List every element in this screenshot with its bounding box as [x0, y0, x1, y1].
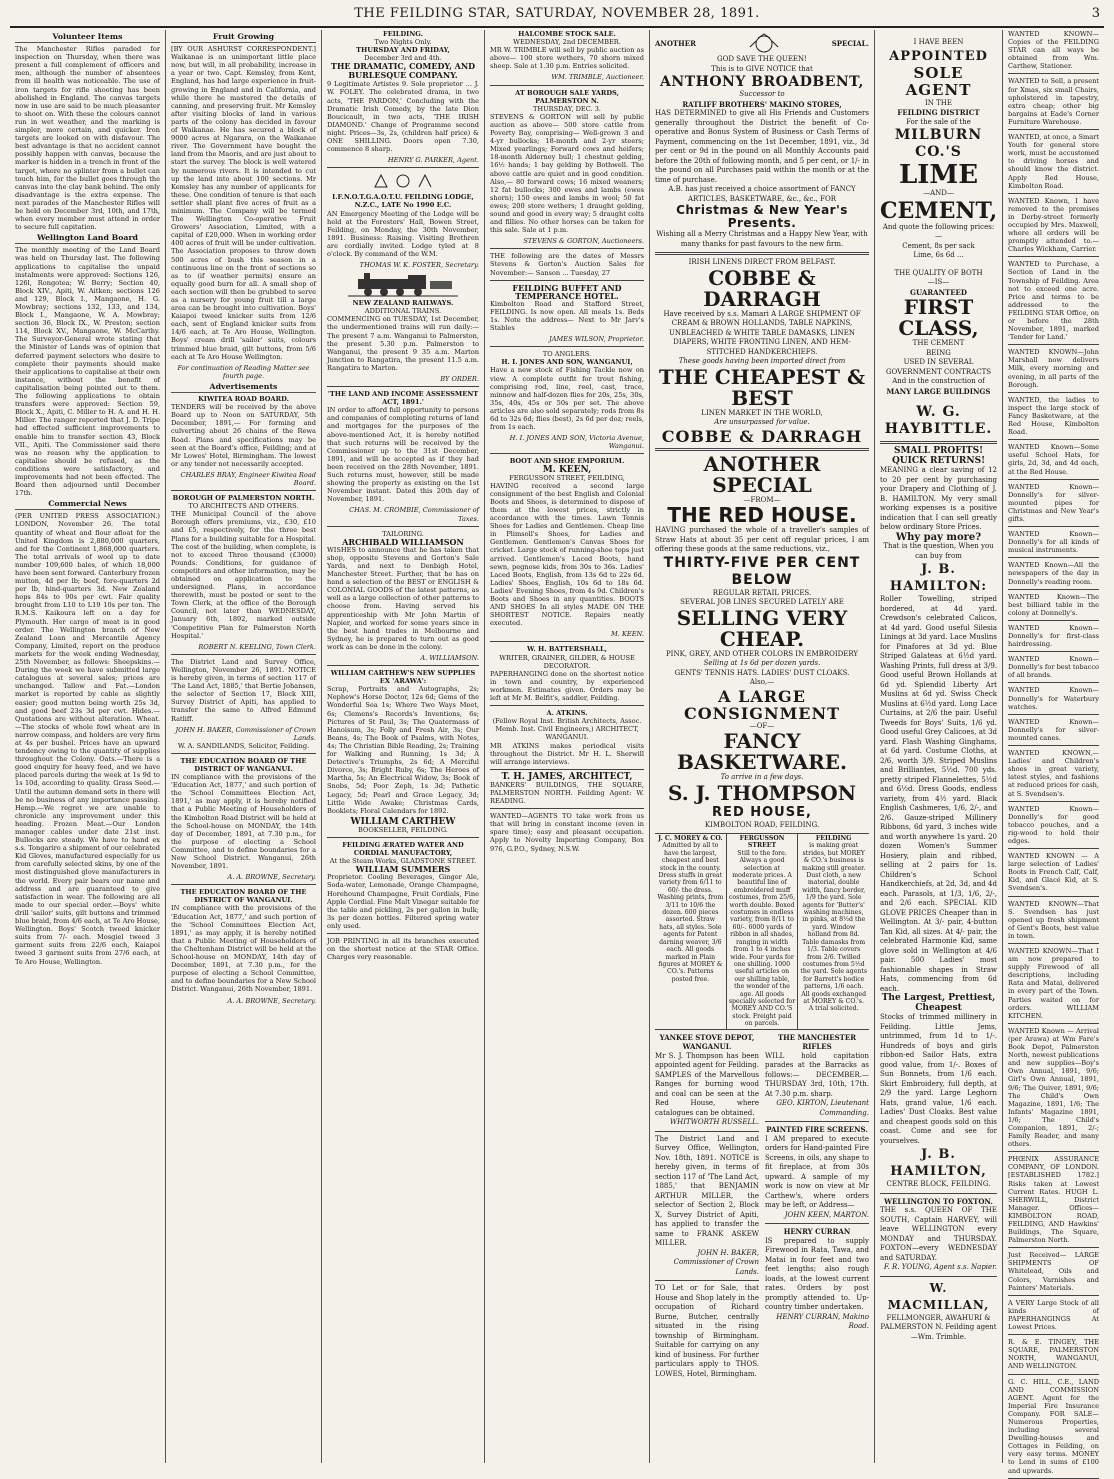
macmillan-name: W. MACMILLAN,: [887, 1280, 990, 1312]
buffet-sig: JAMES WILSON, Proprietor.: [549, 335, 644, 344]
fruit-body: [BY OUR ASHURST CORRESPONDENT.] Waikanae is an unimportant little place now, but will, in all probability, increase in a year or two. Capt. Kemsley, from Kent, England, has had large experience in fruit-growing in England and in California, and while there he mastered the details of canning, and preserving fruit. Mr Kemsley after visiting blocks of land in various parts of the colony has decided in favour of Waikanae. He has secured a block of 9000 acres at Ngarara, on the Waikanae river. The Government have bought the land from the Maoris, and are just about to start the survey. The block is well watered by numerous rivers. It is intended to cut up the land into about 100 sections. Mr Kemsley has any number of applicants for these. One condition of tenure is that each settler shall plant five acres of fruit as a minimum. The Company will be termed The Wellington Co-operative Fruit Growers' Association, Limited, with a capital of £20,000. When in working order 400 acres of fruit will be under cultivation. The Association proposes to throw down 500 acres of bush this season in a continuous line on the front of sections so as to (if weather permits) ensure an equally good burn for all. A small shop of each section will then be grubbed to serve as a nursery for young fruit till a large area can be brought into cultivation. Boys' Kaiapoi tweed knicker suits from 12/6 each, sent of England knicker suits from 14/6 each, at Te Aro House, Wellington. Boys' cream drill 'sailor' suits, colours trimmed blue braid, gilt buttons, from 5/6 each at Te Aro House Wellington.: [171, 45, 316, 361]
carthew-title: WILLIAM CARTHEW'S NEW SUPPLIES EX 'ARAWA':: [330, 669, 476, 686]
of-line: —OF—: [749, 721, 775, 730]
appointed-line-23: MANY LARGE BUILDINGS: [886, 386, 991, 396]
classified-item: WANTED Known—Donnelly's for silver-mounted pipes for Christmas and New Year's gifts.: [1008, 482, 1099, 523]
masonic-emblem-icon: [373, 171, 433, 191]
column-5: [650, 30, 875, 1463]
education1-title: THE EDUCATION BOARD OF THE DISTRICT OF WANGANUI.: [180, 756, 307, 773]
survey2-body: The District Land and Survey Office, Wellington, Nov. 18th, 1891. NOTICE is hereby given, in terms of section 117 of 'The Land Act, 1885,' that BENJAMIN ARTHUR MILLER, the selector of Section 2, Block X, Survey District of Apiti, has applied to transfer the same to FRANK ASKEW MILLER.: [655, 1134, 759, 1248]
tax-sig: CHAS. M. CROMBIE, Commissioner of Taxes.: [349, 506, 479, 523]
kiwitea-body: TENDERS will be received by the above Board up to Noon on SATURDAY, 5th December, 1891,— For forming and culverting about 26 chains of the Rewa Road. Plans and specifications may be seen at the Board's office, Feilding; and at Mr Lowes' Hotel, Birmingham. The lowest or any tender not necessarily accepted.: [171, 403, 316, 468]
red-house: THE RED HOUSE.: [667, 503, 857, 527]
lodge-body: AN Emergency Meeting of the Lodge will be held at the Foresters' Hall, Bowen Street, Feilding, on Monday, the 30th November, 1891. Business: Raising. Visiting Brethren are cordially invited. Lodge tyled at 8 o'clock. By command of the W.M.: [327, 209, 479, 258]
battershall-body: PAPERHANGING done on the shortest notice in town and country, by experienced workmen. Estimates given. Orders may be left at Mr M. Belfit's, saddler, Feilding.: [490, 669, 644, 703]
appointed-line-3: SOLE AGENT: [905, 63, 972, 99]
education1-sig: A. A. BROWNE, Secretary.: [227, 873, 316, 882]
sandilands: W. A. SANDILANDS, Solicitor, Feilding.: [177, 741, 310, 750]
regular-prices: REGULAR RETAIL PRICES.: [712, 588, 812, 597]
large-consignment: A LARGE CONSIGNMENT: [683, 686, 841, 723]
stock1-body: MR W. TRIMBLE will sell by public auction as above— 100 store wethers, 70 shorn mixed sheep. Sale at 1.30 p.m. Entries solicited.: [490, 46, 644, 71]
carthew-body: Scrap, Portraits and Autographs, 2s; Nephew's Horse Doctor, 12s 6d; Gems of the Wonderful Sea 1s; Where Two Ways Meet, 6s; Clemens's Records's Inventions, 6s; Pictures of St Paul, 3s; The Quatermass of Hanoisum, 3s; Folly and Fresh Air, 3s; Our Beans, 4s; The Book of Psalms, with Notes, 4s; The Christian Bible Reading, 2s; Training for Walking and Running, 1s 3d; A Detective's Triumphs, 2s 6d; A Merciful Divorce, 3s; Bright Ruby, 6s; The Heroes of Martha, 5s; An Electrical Widow, 3s; Book of Snobs, 5d; Poor Zeph, 1s 3d; Pathetic Legacy, 5d; Pearl and Grace Legacy, 3d; Little Wide Awake; Christmas Cards, Booklets; Floral Calendars for 1892.: [327, 685, 479, 815]
god-save: GOD SAVE THE QUEEN!: [717, 55, 807, 63]
boots-title: BOOT AND SHOE EMPORIUM.: [509, 457, 625, 466]
morey-table: [655, 833, 869, 1030]
classified-item: A VERY Large Stock of all kinds of PAPERHANGINGS At Lowest Prices.: [1008, 1298, 1099, 1332]
broadbent-body2: A.B. has just received a choice assortment of FANCY ARTICLES, BASKETWARE, &c., &c., FOR: [668, 185, 856, 203]
morey-col-3: FEILDING is making great strides, but MOREY & CO.'s business is making still greater. Dust cloth, a new material, double width, fancy border, 1/9 the yard. Sole agents for 'Butter's' washing machines, in pinks, at 8½d the yard. Window holland from 8d. Table damasks from 1/3. Table covers from 2/6. Twilled costumes from 5½d the yard. Sole agents for Barrett's bodice patterns, 1/6 each. All goods exchanged at MOREY & CO.'s. A trial solicited.: [800, 835, 868, 1013]
broadbent-name: ANTHONY BROADBENT,: [660, 74, 864, 90]
appointed-line-2: APPOINTED: [889, 48, 988, 64]
appointed-line-6: For the sale of the: [906, 117, 971, 126]
let-body: TO Let or for Sale, that House and Shop lately in the occupation of Richard Burne, Butcher, centrally situated in the rising township of Birmingham. Suitable for carrying on any kind of business. For further particulars apply to THOS. LOWES, Hotel, Birmingham.: [655, 1284, 759, 1378]
stock1-title: HALCOMBE STOCK SALE.: [518, 30, 616, 38]
tailoring-body: WISHES to announce that he has taken that shop, opposite Stevens and Gorton's Sale Yards, and next to Denbigh Hotel, Manchester Street. Further, that he has on hand a selection of the BEST or ENGLISH & COLONIAL GOODS of the latest patterns, as well as a large collection of other patterns to choose from. Having served his apprenticeship with Mr John Martin of Napier, and worked for some years since in the best hand trades in Melbourne and Sydney, he is prepared to turn out as good work as can be done in the colony.: [327, 545, 479, 651]
job-lines: SEVERAL JOB LINES SECURED LATELY ARE: [680, 598, 844, 606]
foxton-body: THE s.s. QUEEN OF THE SOUTH, Captain HARVEY, will leave WELLINGTON every MONDAY and THURSDAY. FOXTON—every WEDNESDAY and SATURDAY.: [880, 1206, 997, 1262]
red-house-2: RED HOUSE,: [712, 804, 812, 820]
stock2-body: STEVENS & GORTON will sell by public auction as above— 500 store cattle from Poverty Bay, comprising— Well-grown 3 and 4-yr bullocks; 18-month and 2-yr steers; Mixed yearlings; Forward cows and heifers; 18-month Alderney bull; 1 chestnut gelding, 16½ hands; 1 bay gelding by Bothwell. The above cattle are quiet and in good condition. Also,— 80 forward cows; 16 mixed weaners; 12 fat bullocks; 300 ewes and lambs (ewes shorn); 150 ewes and lambs in wool; 50 fat ewes; 200 store wethers; 1 draught gelding, sound and good in every way; 5 draught colts and fillies. No other horses can be taken for this sale. Sale at 1 p.m.: [490, 112, 644, 235]
classified-item: WANTED Known—Donnelly's for all kinds of musical instruments.: [1008, 530, 1099, 555]
railways-title: NEW ZEALAND RAILWAYS.: [352, 299, 454, 308]
rifles-title: THE MANCHESTER RIFLES: [777, 1032, 857, 1052]
xmas-presents: Christmas & New Year's Presents.: [676, 203, 848, 230]
foxton-sig: F. R. YOUNG, Agent s.s. Napier.: [883, 1263, 997, 1271]
special-header: [655, 33, 869, 55]
col5-lower-right: [765, 1033, 869, 1380]
appointed-line-20: USED IN SEVERAL: [903, 358, 974, 366]
education2-title: THE EDUCATION BOARD OF THE DISTRICT OF WANGANUI.: [180, 888, 307, 905]
rifles-sig: GEO. KIRTON, Lieutenant Commanding.: [776, 1099, 869, 1117]
carthew-sub: BOOKSELLER, FEILDING.: [358, 825, 448, 834]
another-label: ANOTHER: [655, 39, 696, 49]
tennis-cloaks: GENTS' TENNIS HATS. LADIES' DUST CLOAKS.: [674, 668, 850, 677]
appointed-line-5: FEILDING DISTRICT: [897, 108, 980, 117]
atkins-name: A. ATKINS.: [546, 709, 588, 718]
land-board-body: The monthly meeting of the Land Board was held on Thursday last. The following applications to capitalise the unpaid instalments were approved: Sections 126, 126l, Rongotea; W. Berry; Section 40, Block XIV., Apiti, W. Aitken; sections 126 and 129, Block I., Mangaone, H. G. Mowbray; sections 132, 133, and 134, Block I., Mangaone, W. A. Mowbray; section 36, Block IX., W. Preston; section 114, Block XV., Mangaone, W. McCarthy. The Surveyor-General wrote stating that the Minister of Lands was of opinion that deferred payment selectors who desire to complete their payments should make their applications to capitalise at their own instance, without the benefit of capitalisation being pointed out to them. The following applications to obtain transfers were approved: Section 59, Block X., Apiti, C. Miller to H. A. and H. H. Miller. The ranger reported that J. D. Tripe had effected sufficient improvements to enable him to transfer section 43, Block VII., Apiti. The Commissioner said there was no reason why the application to capitalise should be refused, as the conditions were satisfactory, and improvements had not been effected. The Board then adjourned until December 17th.: [15, 246, 160, 498]
job-printing: JOB PRINTING in all its branches executed on the shortest notice at the STAR Office. Charges very reasonable.: [327, 937, 479, 962]
classified-item: WANTED, at once, a Smart Youth for general store work, must be accustomed to driving horses and should know the district. Apply Red House, Kimbolton Road.: [1008, 133, 1099, 190]
classified-item: WANTED Known — Arrival (per Arawa) at Wm Fare's Book Depot, Palmerston North, newest publications and new supplies—Boy's Own Annual, 1891, 9/6; Girl's Own Annual, 1891, 9/6; The Quiver, 1891, 9/6; The Child's Own Magazine, 1891, 1/6; The Infants' Magazine 1891, 1/6; The Child's Companion, 1891, 2/-; Family Reader, and many others.: [1008, 1026, 1099, 1149]
anglers-body: Have a new stock of Fishing Tackle now on view. A complete outfit for trout fishing, comprising rod, line, reel, cast, trace, minnow and half-dozen flies for 20s, 25s, 30s, 35s, 40s, 45s or 50s per set. The above articles are also sold separately; rods from 8s 6d to 32s 6d; flies (best), 2s 6d per doz; reels, from 1s each.: [490, 366, 644, 432]
carthew-name: WILLIAM CARTHEW: [350, 816, 456, 827]
dramatic-l2: Two Nights Only.: [374, 38, 432, 47]
classified-item: Just Received— LARGE SHIPMENTS OF Whitelead, Oils and Colors, Varnishes and Painters' Materials.: [1008, 1251, 1099, 1292]
railways-sub: ADDITIONAL TRAINS.: [364, 307, 442, 316]
selling-cheap: SELLING VERY CHEAP.: [676, 605, 848, 651]
dramatic-sig: HENRY G. PARKER, Agent.: [387, 156, 479, 165]
classified-item: WANTED Known—Donnelly's for silver-mounted canes.: [1008, 717, 1099, 742]
columns: [10, 30, 1104, 1475]
commercial-heading: Commercial News: [15, 500, 160, 510]
aerated-title: FEILDING ÆRATED WATER AND CORDIAL MANUFACTORY,: [342, 840, 464, 858]
education2-sig: A. A. BROWNE, Secretary.: [227, 996, 316, 1005]
classified-item: PHŒNIX ASSURANCE COMPANY, OF LONDON. [ESTABLISHED 1782.] Risks taken at Lowest Current Rates. HUGH L. SHERWILL, District Manager. Offices— KIMBOLTON ROAD, FEILDING, AND Hawkins' Buildings, The Square, Palmerston North.: [1008, 1155, 1099, 1245]
classified-item: WANTED KNOWN—That S. Svendsen has just opened up fresh shipment of Gent's Boots, best value in town.: [1008, 899, 1099, 940]
column-6: [875, 30, 1003, 1463]
tailoring-name: ARCHIBALD WILLIAMSON: [342, 536, 464, 547]
appointed-line-7: MILBURN CO.'S: [894, 127, 983, 160]
atkins-body: MR ATKINS makes periodical visits throughout the District. Mr H. L. Sherwill will arrange interviews.: [490, 741, 644, 766]
appointed-line-8: LIME: [898, 160, 979, 190]
appointed-line-21: GOVERNMENT CONTRACTS: [885, 367, 992, 376]
classified-item: WANTED to Purchase, a Section of Land in the Township of Feilding. Area not to exceed one acre. Price and terms to be addressed to the FEILDING STAR Office, on or before the 28th November, 1891, marked 'Tender for Land.': [1008, 260, 1099, 342]
macmillan-body: FELLMONGER, AWAHURI & PALMERSTON N. Feilding agent—Wm. Trimble.: [880, 1313, 997, 1341]
thirty-five: THIRTY-FIVE PER CENT BELOW: [663, 554, 861, 588]
kiwitea-title: KIWITEA ROAD BOARD.: [198, 395, 289, 404]
locomotive-icon: [348, 271, 458, 297]
stove-sig: WHITWORTH RUSSELL.: [669, 1118, 759, 1127]
boots-sig: M. KEEN.: [611, 630, 644, 639]
anglers-sig: H. I. JONES AND SON, Victoria Avenue, Wanganui.: [509, 434, 644, 451]
survey-body: The District Land and Survey Office, Wellington, November 26, 1891. NOTICE is hereby given, in terms of section 117 of 'The Land Act, 1885,' that Bertie Johansen, the selector of Section 17, Block XIII, Survey District of Apiti, has applied to transfer the same to Alfred Edmund Ratliff.: [171, 657, 316, 723]
jb-hamilton: J. B. HAMILTON:: [889, 562, 988, 594]
kiwitea-sig: CHARLES BRAY, Engineer Kiwitea Road Board.: [180, 470, 316, 487]
volunteer-body: The Manchester Rifles paraded for inspection on Thursday, when there was present a full complement of officers and men, although the number of absentees from ill health was noticeable. The use of iron targets for rifle shooting has been abolished in England. The canvas targets now in use are said to be much pleasanter to shoot on. With these the colours cannot run in wet weather, and the marking is simpler, more certain, and quicker. Iron targets are looked on with disfavour. The best advantage is that no accident cannot possibly happen with canvas, because the marker is hidden in a trench in front of the target, where no splinter from a bullet can touch him, for the bullet goes through the canvas into the clay bank behind. The only disadvantage is the extra expense. The next parades of the Manchester Rifles will be held on December 3rd, 10th, and 17th, when every member must attend in order to secure full capitation.: [15, 45, 160, 232]
appointed-line-10: CEMENT,: [880, 197, 998, 224]
stock2-sig: STEVENS & GORTON, Auctioneers.: [523, 237, 644, 246]
advertisements-heading: Advertisements: [171, 383, 316, 393]
appointed-line-9: —AND—: [923, 189, 954, 197]
centre-block: CENTRE BLOCK, FEILDING.: [886, 1180, 991, 1188]
tailoring-sig: A. WILLIAMSON.: [420, 654, 479, 662]
classified-item: WANTED Known—Donnelly's for Waterbury watches.: [1008, 686, 1099, 711]
lodge-sig: THOMAS W. K. FOSTER, Secretary.: [359, 261, 479, 270]
stove-body: Mr S. J. Thompson has been appointed agent for Feilding. SAMPLES of the Marvellous Ranges for burning wood and coal can be seen at the Red House, where catalogues can be obtained.: [655, 1051, 759, 1117]
wanted-list: [1008, 30, 1099, 1479]
that-question: That is the question, When you can buy from: [883, 542, 994, 560]
from-line: —FROM—: [743, 495, 781, 504]
rifles-body: WILL hold capitation parades at the Barracks as follows:— DECEMBER.—THURSDAY 3rd, 10th, 17th. At 7.30 p.m. sharp.: [765, 1051, 869, 1098]
aerated-sub: At the Steam Works, GLADSTONE STREET.: [329, 857, 477, 866]
stock1-sig: WM. TRIMBLE, Auctioneer.: [551, 73, 644, 82]
classified-item: WANTED, the ladies to inspect the large stock of Fancy Basketware, at the Red House, Kimbolton Road.: [1008, 395, 1099, 437]
painted-sig: JOHN KEEN, MARTON.: [784, 1210, 869, 1219]
auction-dates: THE following are the dates of Messrs Stevens & Gorton's Auction Sales for November:— Sanson ... Tuesday, 27: [490, 252, 644, 277]
thompson-name: S. J. THOMPSON: [667, 780, 857, 805]
pink-grey: PINK, GREY, AND OTHER COLORS IN EMBROIDERY: [665, 649, 859, 658]
classified-item: WANTED Known, I have removed to the premises in Derby-street formerly occupied by Mrs. Maxwell, where all orders will be promptly attended to.—Charles Wickham, Carrier.: [1008, 196, 1099, 254]
cobbe-darragh-1: COBBE & DARRAGH: [703, 265, 821, 311]
stove-title: YANKEE STOVE DEPOT, WANGANUI.: [659, 1032, 755, 1052]
classified-item: WANTED Known—The best billiard table in the colony at Donnelly's.: [1008, 592, 1099, 617]
commercial-body: (PER UNITED PRESS ASSOCIATION.) LONDON, November 26. The total quantity of wheat and flour afloat for the United Kingdom is 2,880,000 quarters, and for the Continent 1,868,000 quarters. The total arrivals of wool up to date number 109,600 bales, of which 18,000 have been sent forward. Canterbury frozen mutton, 4d per lb; beef, fore-quarters 2d per lb, hind-quarters 3d. New Zealand hops 84s to 90s per cwt. Fair quality brought from L10 to L19 10s per ton. The R.M.S. Kaikoura left on a day for Plymouth. Her cargo of meat is in good order. The Wellington branch of New Zealand Loan and Mercantile Agency Company, Limited, report on the produce markets for the week ending Wednesday, 25th November, as follows: Sheepskins.—During the week we have submitted large catalogues at several sales; prices are unchanged. Tallow and Fat.—London market is reported by cable as slightly easier; good mutton being worth 25s 3d, and good beef 23s 3d per cwt. Hides.—Quotations are without alteration. Wheat.—The stocks of whole fowl wheat are in narrow compass, and holders are very firm at 4s per bushel. Prices have an upward tendency owing to the quantity of supplies throughout the Colony. Oats.—There is a good enquiry for heavy feed, and we have placed parcels during the week at 1s 9d to 1s 10d, according to quality. Grass Seed.—Until the autumn demand sets in there will be no business of any importance passing. Hemp.—We regret we are unable to chronicle any improvement under this heading. Frozen Meat.—Our London manager cables under date 21st inst. Bullocks are steady. We have to hand ex s.s. Tongariro a shipment of our celebrated Kid Gloves, manufactured especially for us from carefully selected skins, by one of the most distinguished glove manufacturers in the world. Every pair bears our name and address and are guaranteed to give satisfaction in wear. The following are all made to our special order.—Boys' white drill 'sailor' suits, gilt buttons and trimmed blue braid, from 4/6 each, at Te Aro House, Wellington. Boys' Scotch tweed knicker suits from 7/- each. Mosgiel tweed 3 garment suits from 22/6 each, Kaiapoi tweed 3 garment suits from 27/6 each, at Te Aro House, Wellington.: [15, 512, 160, 966]
aerated-body: Proprietor. Cooling Beverages, Ginger Ale, Soda-water, Lemonade, Orange Champagne, Horehound Champagne, Fruit Cordials, Fine Apple Cordial. Fine Malt Vinegar suitable for the table and pickling, 2s per gallon in bulk; 3s per dozen bottles. Filtered spring water only used.: [327, 873, 479, 930]
classified-item: WANTED KNOWN—That I am now prepared to supply Firewood of all descriptions, including Rata and Matai, delivered in every part of the Town. Parties waited on for orders. WILLIAM KITCHEN.: [1008, 947, 1099, 1020]
aerated-name: WILLIAM SUMMERS: [355, 864, 451, 875]
appointed-line-11: And quote the following prices:—: [882, 222, 995, 240]
boots-name: M. KEEN,: [542, 464, 592, 475]
purchased-body: HAVING purchased the whole of a traveller's samples of Straw Hats at about 35 per cent off regular prices, I am offering these goods at the same reductions, viz.,: [655, 526, 869, 553]
arrive-line: To arrive in a few days.: [720, 773, 804, 781]
dramatic-l1: FEILDING.: [383, 30, 423, 38]
stock2-date: THURSDAY, DEC. 3.: [532, 104, 602, 113]
notice-line: This is to GIVE NOTICE that: [711, 64, 813, 73]
cobbe-body: Have received by s.s. Mamari A LARGE SHIPMENT OF CREAM & BROWN HOLLANDS, TABLE NAPKINS, UNBLEACHED & WHITE TABLE DAMASKS, LINEN DIAPERS, WHITE FRONTING LINEN, AND HEM-STITCHED HANDKERCHIEFS.: [663, 309, 861, 356]
linen-market: LINEN MARKET IN THE WORLD,: [701, 408, 823, 417]
appointed-line-13: Lime, 6s 6d ...: [913, 251, 964, 259]
classified-item: WANTED KNOWN,—Ladies' and Children's shoes in great variety, latest styles, and fashions at reduced prices for cash, at S. Svendsen's.: [1008, 749, 1099, 798]
successor: Successor to: [739, 90, 785, 98]
classified-item: WANTED Known—Donnelly's for first-class hairdressing.: [1008, 623, 1099, 649]
broadbent-body: HAS DETERMINED to give all His Friends and Customers generally throughout the District the benefit of Co-operative and Bonus System of Business or Cash Terms of Payment, commencing on the 1st December, 1891, viz., 3d per cent or 9d in the pound on all Monthly Accounts paid before the 20th of following month, and 5 per cent, or 1/- in the pound on all Purchases paid within the month or at the time of purchase.: [655, 109, 869, 184]
masthead: [10, 4, 1104, 28]
cobbe-darragh-2: COBBE & DARRAGH: [661, 426, 863, 446]
also-line: Also,—: [749, 678, 775, 686]
curran-sig: HENRY CURRAN, Makino Road.: [776, 1312, 869, 1331]
thj-name: T. H. JAMES, ARCHITECT,: [501, 771, 633, 782]
imported-line: These goods having been imported direct from: [678, 357, 846, 365]
battershall-sub: WRITER, GRAINER, GILDER, & HOUSE DECORATOR.: [499, 653, 635, 670]
anglers-name: H. I. JONES AND SON, WANGANUI,: [501, 358, 633, 367]
appointed-line-1: I HAVE BEEN: [913, 38, 964, 46]
dramatic-company: THE DRAMATIC, COMEDY, AND BURLESQUE COMPANY.: [330, 61, 476, 81]
curran-name: HENRY CURRAN: [783, 1227, 851, 1237]
classified-item: WANTED KNOWN — A large selection of Ladies' Boots in French Calf, Calf, Kid, and Glacé Kid, at S. Svendsen's.: [1008, 852, 1099, 893]
tax-body: IN order to afford full opportunity to persons and companies of completing returns of land and mortgages for the purposes of the above-mentioned Act, it is hereby notified that such returns will be received by the Commissioner up to the 31st December, 1891, and will be accepted as if they had been received on the 28th November, 1891. Such returns must, however, still be made showing the property as existing on the 1st November instant. Dated this 20th day of November, 1891.: [327, 406, 479, 504]
buffet-title: FEILDING BUFFET AND TEMPERANCE HOTEL.: [512, 282, 622, 301]
meaning-body: MEANING a clear saving of 12 to 20 per cent by purchasing your Drapery and Clothing of J. B. HAMILTON. My very small working expenses is a positive indication that I can sell greatly below ordinary Store Prices.: [880, 466, 997, 531]
boots-body: HAVING received a second large consignment of the best English and Colonial Boots and Shoes, is determined to dispose of them at the lowest prices, strictly in accordance with the times. Lawn Tennis Shoes for Ladies and Gentlemen. Cheap line in Plimsoll's Shoes, for Ladies and Gentlemen. Gentlemen's Canvas Shoes for cricket. Large stock of running-shoe tops just arrived. Gentlemen's Laced Boots, hand sewn, pegnose kids, from 30s to 36s. Ladies' Laced Boots, English, from 13s 6d to 22s 6d. Ladies' Shoes, English, 10s 6d to 18s 6d. Ladies' Evening Shoes, from 4s 9d. Children's Boots and Shoes in any quantities. BOOTS AND SHOES In all styles MADE ON THE SHORTEST NOTICE. Repairs neatly executed.: [490, 481, 644, 628]
small-profits: SMALL PROFITS!: [893, 446, 984, 456]
cheapest-best: THE CHEAPEST & BEST: [658, 364, 866, 410]
largest-prettiest: The Largest, Prettiest, Cheapest: [881, 993, 996, 1013]
quick-returns: QUICK RETURNS!: [891, 455, 986, 466]
wanted-agents: WANTED—AGENTS TO take work from us that will bring in constant income (even in spare time); easy and pleasant occupation. Apply to Novelty Importing Company, Box 976, G.P.O., Sydney, N.S.W.: [490, 812, 644, 853]
palmerston-sub: TO ARCHITECTS AND OTHERS.: [188, 502, 299, 511]
thj-body: BANKERS' BUILDINGS, THE SQUARE, PALMERSTON NORTH. Feilding Agent: W. READING.: [490, 780, 644, 806]
morey-col-1: J. C. MOREY & CO. Admitted by all to have the largest, cheapest and best stock in the county. Dress stuffs in great variety from 6/11 to 60/- the dress. Washing prints, from 3/11 to 10/6 the dozen. 600 pieces assorted. Straw hats, all styles. Sole agents for Patent darning weaver, 3/6 each. All goods marked in Plain figures at MOREY & CO.'s. Patterns posted free.: [655, 834, 727, 1029]
classified-item: WANTED KNOWN—Copies of the FEILDING STAR can all ways be obtained from Wm. Carthew, Stationer.: [1008, 30, 1099, 71]
classified-item: WANTED Known—Donnelly's for good tobacco pouches, and a rig-wood to hold their edges.: [1008, 804, 1099, 845]
classified-item: WANTED Known—All the newspapers of the day in Donnelly's reading room.: [1008, 561, 1099, 586]
fruit-heading: Fruit Growing: [171, 33, 316, 43]
appointed-line-4: IN THE: [925, 98, 952, 107]
classified-item: WANTED Known—Some useful School Hats, for girls, 2d, 3d, and 4d each, at the Red House.: [1008, 443, 1099, 476]
classified-item: WANTED KNOWN—John Marshall now delivers Milk, every morning and evening, in all parts of the Borough.: [1008, 348, 1099, 389]
column-4: [485, 30, 650, 1463]
classified-item: WANTED Known—Donnelly's for best tobacco of all brands.: [1008, 655, 1099, 680]
palmerston-body: THE Municipal Council of the above Borough offers premiums, viz., £30, £10 and £5, respectively, for the three best Plans for a building suitable for a Hospital. The cost of the building, when complete, is not to exceed Three thousand (£3000) Pounds. Conditions, for guidance of competitors and other information, may be obtained on application to the undersigned. Plans, in accordance therewith, must be posted or sent to the Town Clerk, at the office of the Borough Council, not later than WEDNESDAY, January 6th, 1892, marked outside 'Competitive Plan for Palmerston North Hospital.': [171, 510, 316, 640]
curran-body: IS prepared to supply Firewood in Rata, Tawa, and Matai in four feet and two feet lengths; also rough loads, at the lowest current rates. Orders by post promptly attended to. Up-country timber undertaken.: [765, 1236, 869, 1312]
col5-lower: [655, 1033, 869, 1380]
unsurpassed: Are unsurpassed for value.: [714, 418, 810, 426]
tax-title: 'THE LAND AND INCOME ASSESSMENT ACT, 1891.': [327, 390, 479, 407]
tailoring-head: TAILORING.: [382, 529, 424, 538]
morey-col-2: FERGUSSON STREET Still to the fore. Always a good selection at moderate prices. A beautiful line of embroidered muff costumes, from 25/6, worth double. Boxed costumes in endless variety, from 8/11 to 60/-. 6000 yards of ribbon in all shades, ranging in width from 1 to 4 inches wide. Four yards for one shilling. 1000 useful articles on our shilling table, the wonder of the age. All goods specially selected for MOREY AND CO.'S stock. Freight paid on parcels.: [727, 834, 799, 1029]
appointed-line-18: THE CEMENT: [912, 339, 965, 347]
painted-title: PAINTED FIRE SCREENS.: [766, 1125, 868, 1135]
classified-item: G. C. HILL, C.E., LAND AND COMMISSION AGENT. Agent for the Imperial Fire Insurance Company. FOR SALE—Numerous Properties, including several Dwelling-houses and Cottages in Feilding, on very easy terms. MONEY to Lend in sums of £100 and upwards.: [1008, 1377, 1099, 1475]
survey-sig: JOHN H. BAKER, Commissioner of Crown Lands.: [175, 725, 316, 742]
another-special: ANOTHER SPECIAL: [703, 451, 821, 497]
column-2: [166, 30, 322, 1463]
education1-body: IN compliance with the provisions of the 'Education Act, 1877,' and such portion of the 'School Committees Election Act, 1891,' as may apply, it is hereby notified that a Public Meeting of Householders of the Kimbolton Road District will be held at the School-house on MONDAY, the 14th day of December, 1891, at 7.30 p.m., for the purpose of electing a School Committee, and to define boundaries for a New School District. Wanganui, 26th November, 1891.: [171, 773, 316, 871]
volunteer-heading: Volunteer Items: [15, 33, 160, 43]
royal-crest-icon: [747, 33, 781, 55]
battershall-name: W. H. BATTERSHALL,: [527, 645, 607, 654]
fancy-basketware: FANCY BASKETWARE.: [677, 729, 847, 774]
masthead-title: THE FEILDING STAR, SATURDAY, NOVEMBER 28, 1891.: [354, 6, 760, 21]
dramatic-l3: THURSDAY AND FRIDAY,: [356, 46, 450, 55]
appointed-line-19: BEING: [926, 348, 951, 357]
appointed-line-14: THE QUALITY OF BOTH: [894, 268, 983, 277]
survey2-sig: JOHN H. BAKER, Commissioner of Crown Lands.: [673, 1248, 759, 1276]
appointed-line-22: And in the construction of: [892, 377, 985, 385]
stock2-title: AT BOROUGH SALE YARDS, PALMERSTON N.: [515, 88, 619, 105]
classified-item: WANTED to Sell, a present for Xmas, six small Chairs, upholstered in tapestry, extra cheap; other big bargains at Eade's Corner Furniture Warehouse.: [1008, 77, 1099, 126]
boots-addr: FERGUSSON STREET, FEILDING,: [509, 473, 625, 482]
appointed-line-17: FIRST CLASS,: [898, 295, 979, 340]
appointed-line-16: GUARANTEED: [910, 287, 967, 297]
jb-hamilton-2: J. B. HAMILTON,: [890, 1147, 987, 1179]
painted-body: I AM prepared to execute orders for Hand-painted Fire Screens, in oils, any shape to fit fireplace, at from 30s upward. A sample of my work is now on view at Mr Carthew's, where orders may be left, or Address—: [765, 1134, 869, 1210]
why-pay: Why pay more?: [895, 531, 982, 543]
irish-linens: IRISH LINENS DIRECT FROM BELFAST.: [688, 258, 836, 266]
special-label: SPECIAL.: [831, 39, 869, 49]
lodge-title: I.F.N.O.T.G.A.O.T.U. FEILDING LODGE, N.Z.C., LATE No 1990 E.C.: [332, 193, 474, 210]
education2-body: IN compliance with the provisions of the 'Education Act, 1877,' and such portion of the 'School Committees Election Act, 1891,' as may apply, it is hereby notified that a Public Meeting of Householders of the Cheltenham District will be held at the School-house on MONDAY, 14th day of December, 1891, at 7.30 p.m., for the purpose of electing a School Committee, and to define boundaries for a New School District. Wanganui, 26th November, 1891.: [171, 904, 316, 994]
dramatic-body: 9 Legitimate Artistes 9. Sole proprietor ... J. W. FOLEY. The celebrated drama, in two acts, 'THE PARDON,' Concluding with the Dramatic Irish Comedy, by the late Dion Boucicault, in two acts, 'THE IRISH DIAMOND.' Change of Programme second night. Prices—3s, 2s, (children half price) & ONE SHILLING. Doors open 7.30, commence 8 sharp.: [327, 80, 479, 154]
ratliff: RATLIFF BROTHERS' MAKINO STORES,: [682, 99, 842, 109]
hamilton-list: Roller Towelling, striped bordered, at 4d yard. Crewdson's celebrated Calicos, at 4d yard. Good useful Silesia Linings at 3d yard. Lace Muslins for Pinafores at 3d yd. Blue Striped Galateas at 6½d yard. Washing Prints, full dress at 3/9. Good useful Brown Hollands at 6d yd. Splendid Liberty Art Muslins at 6d yd. Swiss Check Muslins at 6½d yard. Long Lace Curtains, at 2/6 the pair. Useful Tweeds for Boys' Suits, 1/6 yd. Good useful Grey Calicoes, at 3d yard. Flash Washing Ginghams, at 6d yard. Costume Cloths, at 2/6, worth 3/9. Striped Muslins and Brilliantes, 5½d. 700 yds. pretty striped Flannelettes, 5½d and 6½d. Dress Goods, endless variety, from 4½ yard. Black English Cashmeres, 1/6, 2/-, and 2/6. Gauze-striped Millinery Ribbons, 6d yard, 3 inches wide and worth anywhere 1s yard. 20 dozen Women's Summer Hosiery, plain and ribbed, selling at 2 pairs for 1s. Children's School Handkerchiefs, at 2d, 3d, and 4d each. Parasols, at 1/3, 1/6, 2/-, and 2/6 each. SPECIAL KID GLOVE PRICES Cheaper than in Wellington. At 3/- pair, 4-button Tan Kid, all sizes. At 4/- pair, the celebrated Harmonie Kid, same glove sold in Wellington at 4/6 pair. 500 Ladies' most fashionable shapes in Straw Hats, commencing from 6d each.: [880, 595, 997, 993]
kimbolton-road: KIMBOLTON ROAD, FEILDING.: [704, 820, 820, 829]
anglers-head: TO ANGLERS.: [542, 350, 592, 359]
continuation-note: For continuation of Reading Matter see fourth page.: [177, 363, 310, 380]
column-3: [322, 30, 485, 1463]
classified-item: R. & E. TINGEY, THE SQUARE, PALMERSTON NORTH, WANGANUI, AND WELLINGTON.: [1008, 1338, 1099, 1371]
palmerston-sig: ROBERT N. KEELING, Town Clerk.: [198, 642, 316, 651]
foxton-title: WELLINGTON TO FOXTON.: [884, 1196, 993, 1206]
atkins-sub: (Fellow Royal Inst. British Architects, Assoc. Memb. Inst. Civil Engineers,) ARCHITECT, WANGANUI.: [492, 717, 642, 742]
column-1: [10, 30, 166, 1463]
xmas-wish: Wishing all a Merry Christmas and a Happy New Year, with many thanks for past favours to the new firm.: [656, 230, 868, 248]
dramatic-l4: December 3rd and 4th.: [364, 54, 442, 63]
land-board-heading: Wellington Land Board: [15, 234, 160, 244]
appointed-line-12: Cement, 8s per sack: [902, 241, 975, 250]
buffet-body: Kimbolton Road and Stafford Street, FEILDING. Is now open. All meals 1s. Beds 1s. Note the address— Next to Mr Jarv's Stables: [490, 299, 644, 333]
appointed-line-15: —IS—: [927, 278, 950, 286]
palmerston-title: BOROUGH OF PALMERSTON NORTH.: [172, 494, 315, 503]
appointed-line-24: W. G. HAYBITTLE.: [884, 404, 993, 437]
page-number: 3: [1091, 6, 1100, 21]
railways-sig: BY ORDER.: [440, 375, 479, 383]
selling-yards: Selling at 1s 6d per dozen yards.: [703, 659, 821, 667]
railways-body: COMMENCING on TUESDAY, 1st December, the undermentioned trains will run daily:—The present 7 a.m. Wanganui to Palmerston, the present 5.30 p.m. Palmerston to Wanganui, the present 9 35 a.m. Marton Junction to Rangatira, the present 11.5 a.m. Rangatira to Marton.: [327, 315, 479, 372]
hamilton-stocks: Stocks of trimmed millinery in Feilding. Little Jems, untrimmed, from 1d to 1/-. Hundreds of boys and girls ribbon-ed Sailor Hats, extra good value, from 1/-. Boxes of Sun Bonnets, from 1/6 each. Skirt Embroidery, full depth, at 2/9 the yard. Large Leghorn Hats, grand value, 1/6 each. Ladies' Dust Cloaks. Best value and cheapest goods sold on this coast. Come and see for yourselves.: [880, 1013, 997, 1145]
column-7: [1003, 30, 1104, 1475]
col5-lower-left: [655, 1033, 759, 1380]
stock1-date: WEDNESDAY, 2nd DECEMBER.: [513, 38, 621, 47]
